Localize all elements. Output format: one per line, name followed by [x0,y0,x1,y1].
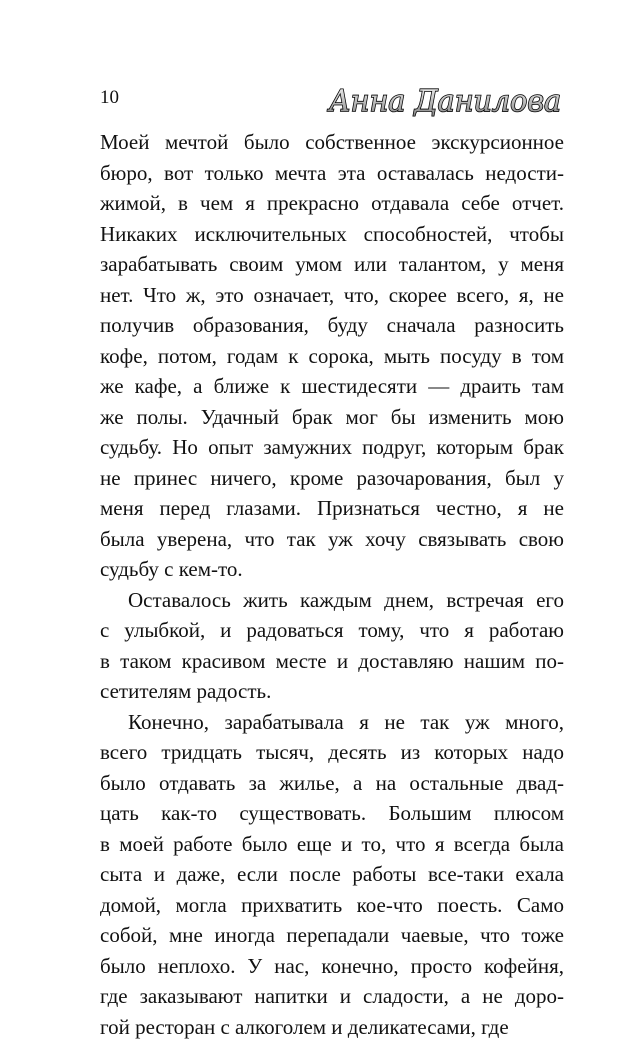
text-line: получив образования, буду сначала разносить [100,310,564,341]
text-line: не принес ничего, кроме разочарования, был у [100,463,564,494]
text-line: же полы. Удачный брак мог бы изменить мою [100,402,564,433]
text-line: собой, мне иногда перепадали чаевые, что тоже [100,920,564,951]
text-line: жимой, в чем я прекрасно отдавала себе отчет. [100,188,564,219]
text-line: Никаких исключительных способностей, чтобы [100,219,564,250]
body-text [100,127,564,1042]
author-name: Анна Данилова [327,84,561,119]
text-line: цать как-то существовать. Большим плюсом [100,798,564,829]
running-header [100,78,565,128]
text-line: кофе, потом, годам к сорока, мыть посуду в том [100,341,564,372]
text-line: в моей работе было еще и то, что я всегда была [100,829,564,860]
text-line: домой, могла прихватить кое-что поесть. Само [100,890,564,921]
text-line: было неплохо. У нас, конечно, просто кофейня, [100,951,564,982]
text-line: всего тридцать тысяч, десять из которых надо [100,737,564,768]
text-line: зарабатывать своим умом или талантом, у меня [100,249,564,280]
text-line: Конечно, зарабатывала я не так уж много, [100,707,564,738]
author-name-logo [325,78,565,124]
paragraph [100,127,564,585]
text-line: где заказывают напитки и сладости, а не доро- [100,981,564,1012]
text-line: же кафе, а ближе к шестидесяти — драить там [100,371,564,402]
text-line: бюро, вот только мечта эта оставалась недости- [100,158,564,189]
text-line: было отдавать за жилье, а на остальные двад- [100,768,564,799]
text-line: сетителям радость. [100,676,564,707]
text-line: судьбу. Но опыт замужних подруг, которым брак [100,432,564,463]
text-line: сыта и даже, если после работы все-таки ехала [100,859,564,890]
text-line: была уверена, что так уж хочу связывать свою [100,524,564,555]
text-line: в таком красивом месте и доставляю нашим по- [100,646,564,677]
text-line: с улыбкой, и радоваться тому, что я работаю [100,615,564,646]
text-line: меня перед глазами. Признаться честно, я не [100,493,564,524]
paragraph [100,707,564,1042]
page-number: 10 [100,86,119,110]
text-line: гой ресторан с алкоголем и деликатесами, где [100,1012,564,1042]
text-line: нет. Что ж, это означает, что, скорее всего, я, не [100,280,564,311]
text-line: Моей мечтой было собственное экскурсионное [100,127,564,158]
paragraph [100,585,564,707]
text-line: Оставалось жить каждым днем, встречая его [100,585,564,616]
text-line: судьбу с кем-то. [100,554,564,585]
